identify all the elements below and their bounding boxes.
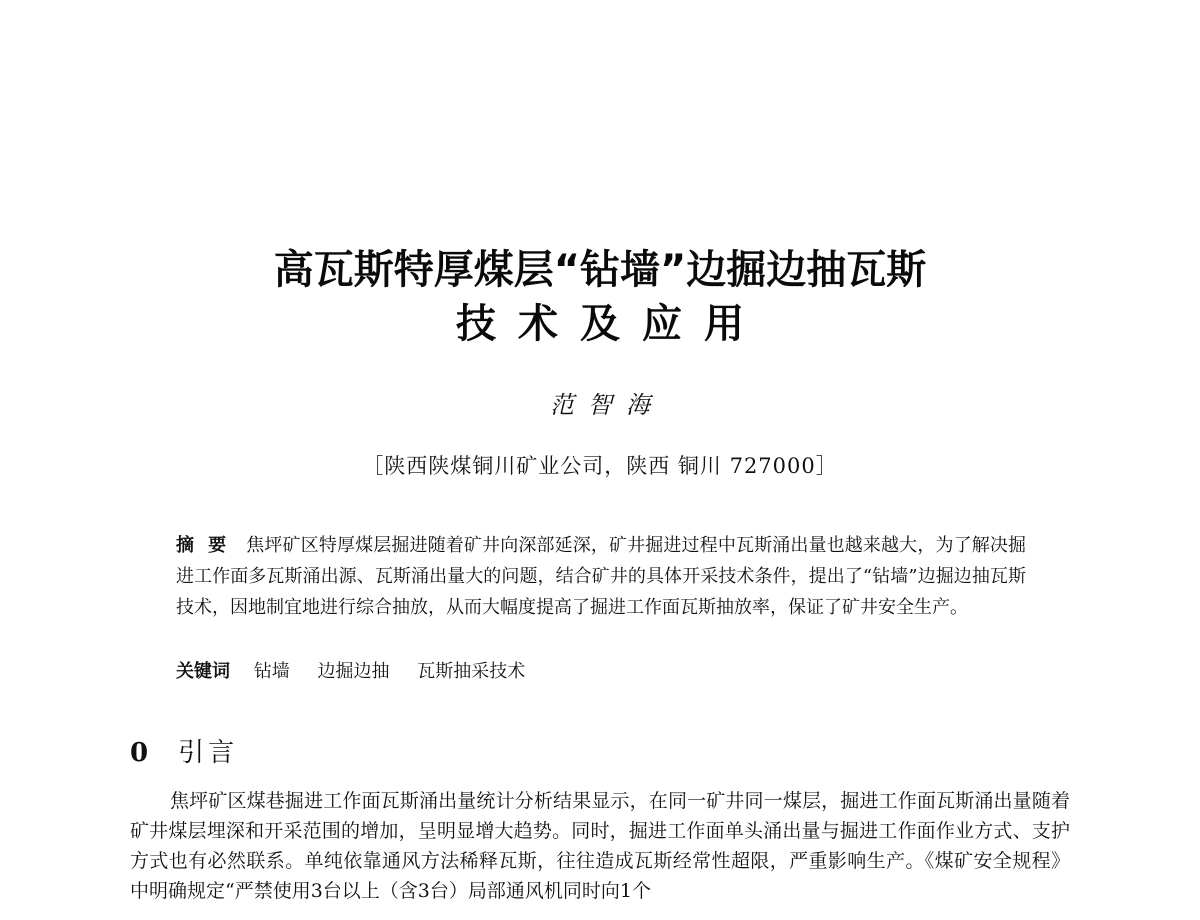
author-name: 范智海: [550, 391, 664, 419]
paper-title-line2: 技术及应用: [456, 301, 766, 347]
abstract-label: 摘要: [176, 535, 241, 556]
keywords-label: 关键词: [176, 661, 230, 682]
author-affiliation: ［陕西陕煤铜川矿业公司，陕西 铜川 727000］: [362, 454, 838, 478]
keywords: [176, 658, 1026, 686]
keyword: 瓦斯抽采技术: [417, 661, 526, 682]
keyword: 边掘边抽: [317, 661, 390, 682]
abstract-text: 焦坪矿区特厚煤层掘进随着矿井向深部延深，矿井掘进过程中瓦斯涌出量也越来越大，为了解决掘进工作面多瓦斯涌出源、瓦斯涌出量大的问题，结合矿井的具体开采技术条件，提出了“钻墙”边掘边抽瓦斯技术，因地制宜地进行综合抽放，从而大幅度提高了掘进工作面瓦斯抽放率，保证了矿井安全生产。: [176, 535, 1027, 618]
section-title: 引言: [178, 738, 239, 768]
abstract: [176, 530, 1026, 623]
body-paragraph: 焦坪矿区煤巷掘进工作面瓦斯涌出量统计分析结果显示，在同一矿井同一煤层，掘进工作面瓦斯涌出量随着矿井煤层埋深和开采范围的增加，呈明显增大趋势。同时，掘进工作面单头涌出量与掘进工作面作业方式、支护方式也有必然联系。单纯依靠通风方法稀释瓦斯，往往造成瓦斯经常性超限，严重影响生产。《煤矿安全规程》中明确规定“严禁使用3台以上（含3台）局部通风机同时向1个: [130, 790, 1070, 902]
keyword: 钻墙: [253, 661, 290, 682]
paper-title-line1: 高瓦斯特厚煤层“钻墙”边掘边抽瓦斯: [273, 247, 927, 293]
section-heading: [130, 736, 238, 770]
section-number: 0: [130, 738, 149, 768]
